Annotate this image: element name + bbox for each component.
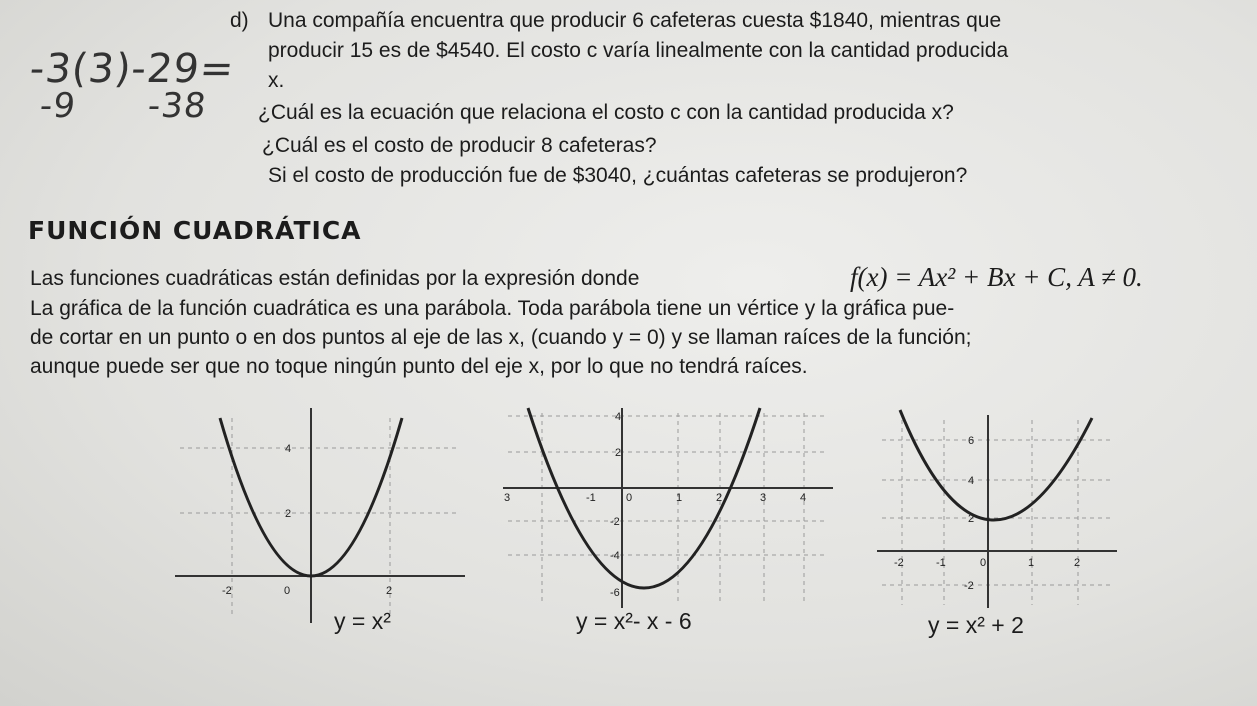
graph-3-svg (872, 410, 1122, 610)
graph-3-xtick-1: 1 (1028, 557, 1035, 569)
handwritten-result-a: -9 (37, 86, 79, 126)
graph-2-ytick-neg4: -4 (610, 550, 620, 562)
graph-1-xtick-0: 0 (284, 585, 291, 597)
graph-2-xtick-3: 3 (760, 492, 767, 504)
graph-3-xtick-2: 2 (1074, 557, 1081, 569)
graph-2-xtick-2: 2 (716, 492, 723, 504)
graph-2-ytick-neg6: -6 (610, 587, 620, 599)
graph-1-xtick-neg2: -2 (222, 585, 232, 597)
graph-2-xtick-0: 0 (626, 492, 633, 504)
graph-2-ytick-neg2: -2 (610, 516, 620, 528)
graph-3-ytick-6: 6 (968, 435, 975, 447)
graph-1-ytick-4: 4 (285, 443, 292, 455)
graph-2-xtick-neg1: -1 (586, 492, 596, 504)
graph-2-svg (498, 408, 838, 608)
graph-2-ytick-4: 4 (615, 411, 622, 423)
graph-3-label: y = x² + 2 (928, 612, 1024, 638)
graph-1-xtick-2: 2 (386, 585, 393, 597)
section-title: FUNCIÓN CUADRÁTICA (28, 216, 362, 245)
graph-parabola-2 (498, 408, 838, 608)
problem-label: d) (230, 9, 249, 32)
question-1: ¿Cuál es la ecuación que relaciona el costo c con la cantidad producida x? (258, 101, 954, 124)
paragraph-line-3: de cortar en un punto o en dos puntos al eje de las x, (cuando y = 0) y se llaman raíces de la función; (30, 326, 972, 349)
handwritten-equation: -3(3)-29= (27, 46, 237, 92)
paragraph-line-1: Las funciones cuadráticas están definidas por la expresión donde (30, 267, 640, 290)
handwritten-result-b: -38 (145, 86, 209, 126)
problem-line-1: Una compañía encuentra que producir 6 cafeteras cuesta $1840, mientras que (268, 9, 1002, 32)
problem-line-2: producir 15 es de $4540. El costo c varía linealmente con la cantidad producida (268, 39, 1009, 62)
graph-2-xtick-1: 1 (676, 492, 683, 504)
graph-2-ytick-2: 2 (615, 447, 622, 459)
quadratic-formula: f(x) = Ax² + Bx + C, A ≠ 0. (850, 262, 1143, 292)
graph-parabola-3 (872, 410, 1122, 610)
graph-3-xtick-0: 0 (980, 557, 987, 569)
paragraph-line-4: aunque puede ser que no toque ningún punto del eje x, por lo que no tendrá raíces. (30, 355, 808, 378)
graph-3-curve (900, 410, 1092, 520)
graph-1-label: y = x² (334, 608, 391, 634)
graph-3-ytick-4: 4 (968, 475, 975, 487)
graph-2-xtick-4: 4 (800, 492, 807, 504)
question-3: Si el costo de producción fue de $3040, ¿cuántas cafeteras se produjeron? (268, 164, 968, 187)
graph-1-svg (160, 398, 470, 638)
graph-2-xtick-a: 3 (504, 492, 511, 504)
graph-3-ytick-neg2: -2 (964, 580, 974, 592)
problem-line-3: x. (268, 69, 285, 92)
graph-2-curve (528, 408, 760, 588)
graph-2-label: y = x²- x - 6 (576, 608, 692, 634)
graph-3-ytick-2: 2 (968, 513, 975, 525)
graph-3-xtick-neg1: -1 (936, 557, 946, 569)
paragraph-line-2: La gráfica de la función cuadrática es una parábola. Toda parábola tiene un vértice y la gráfica pue- (30, 297, 955, 320)
graph-1-ytick-2: 2 (285, 508, 292, 520)
graph-parabola-1 (160, 398, 470, 638)
question-2: ¿Cuál es el costo de producir 8 cafeteras? (262, 134, 657, 157)
graph-3-xtick-neg2: -2 (894, 557, 904, 569)
